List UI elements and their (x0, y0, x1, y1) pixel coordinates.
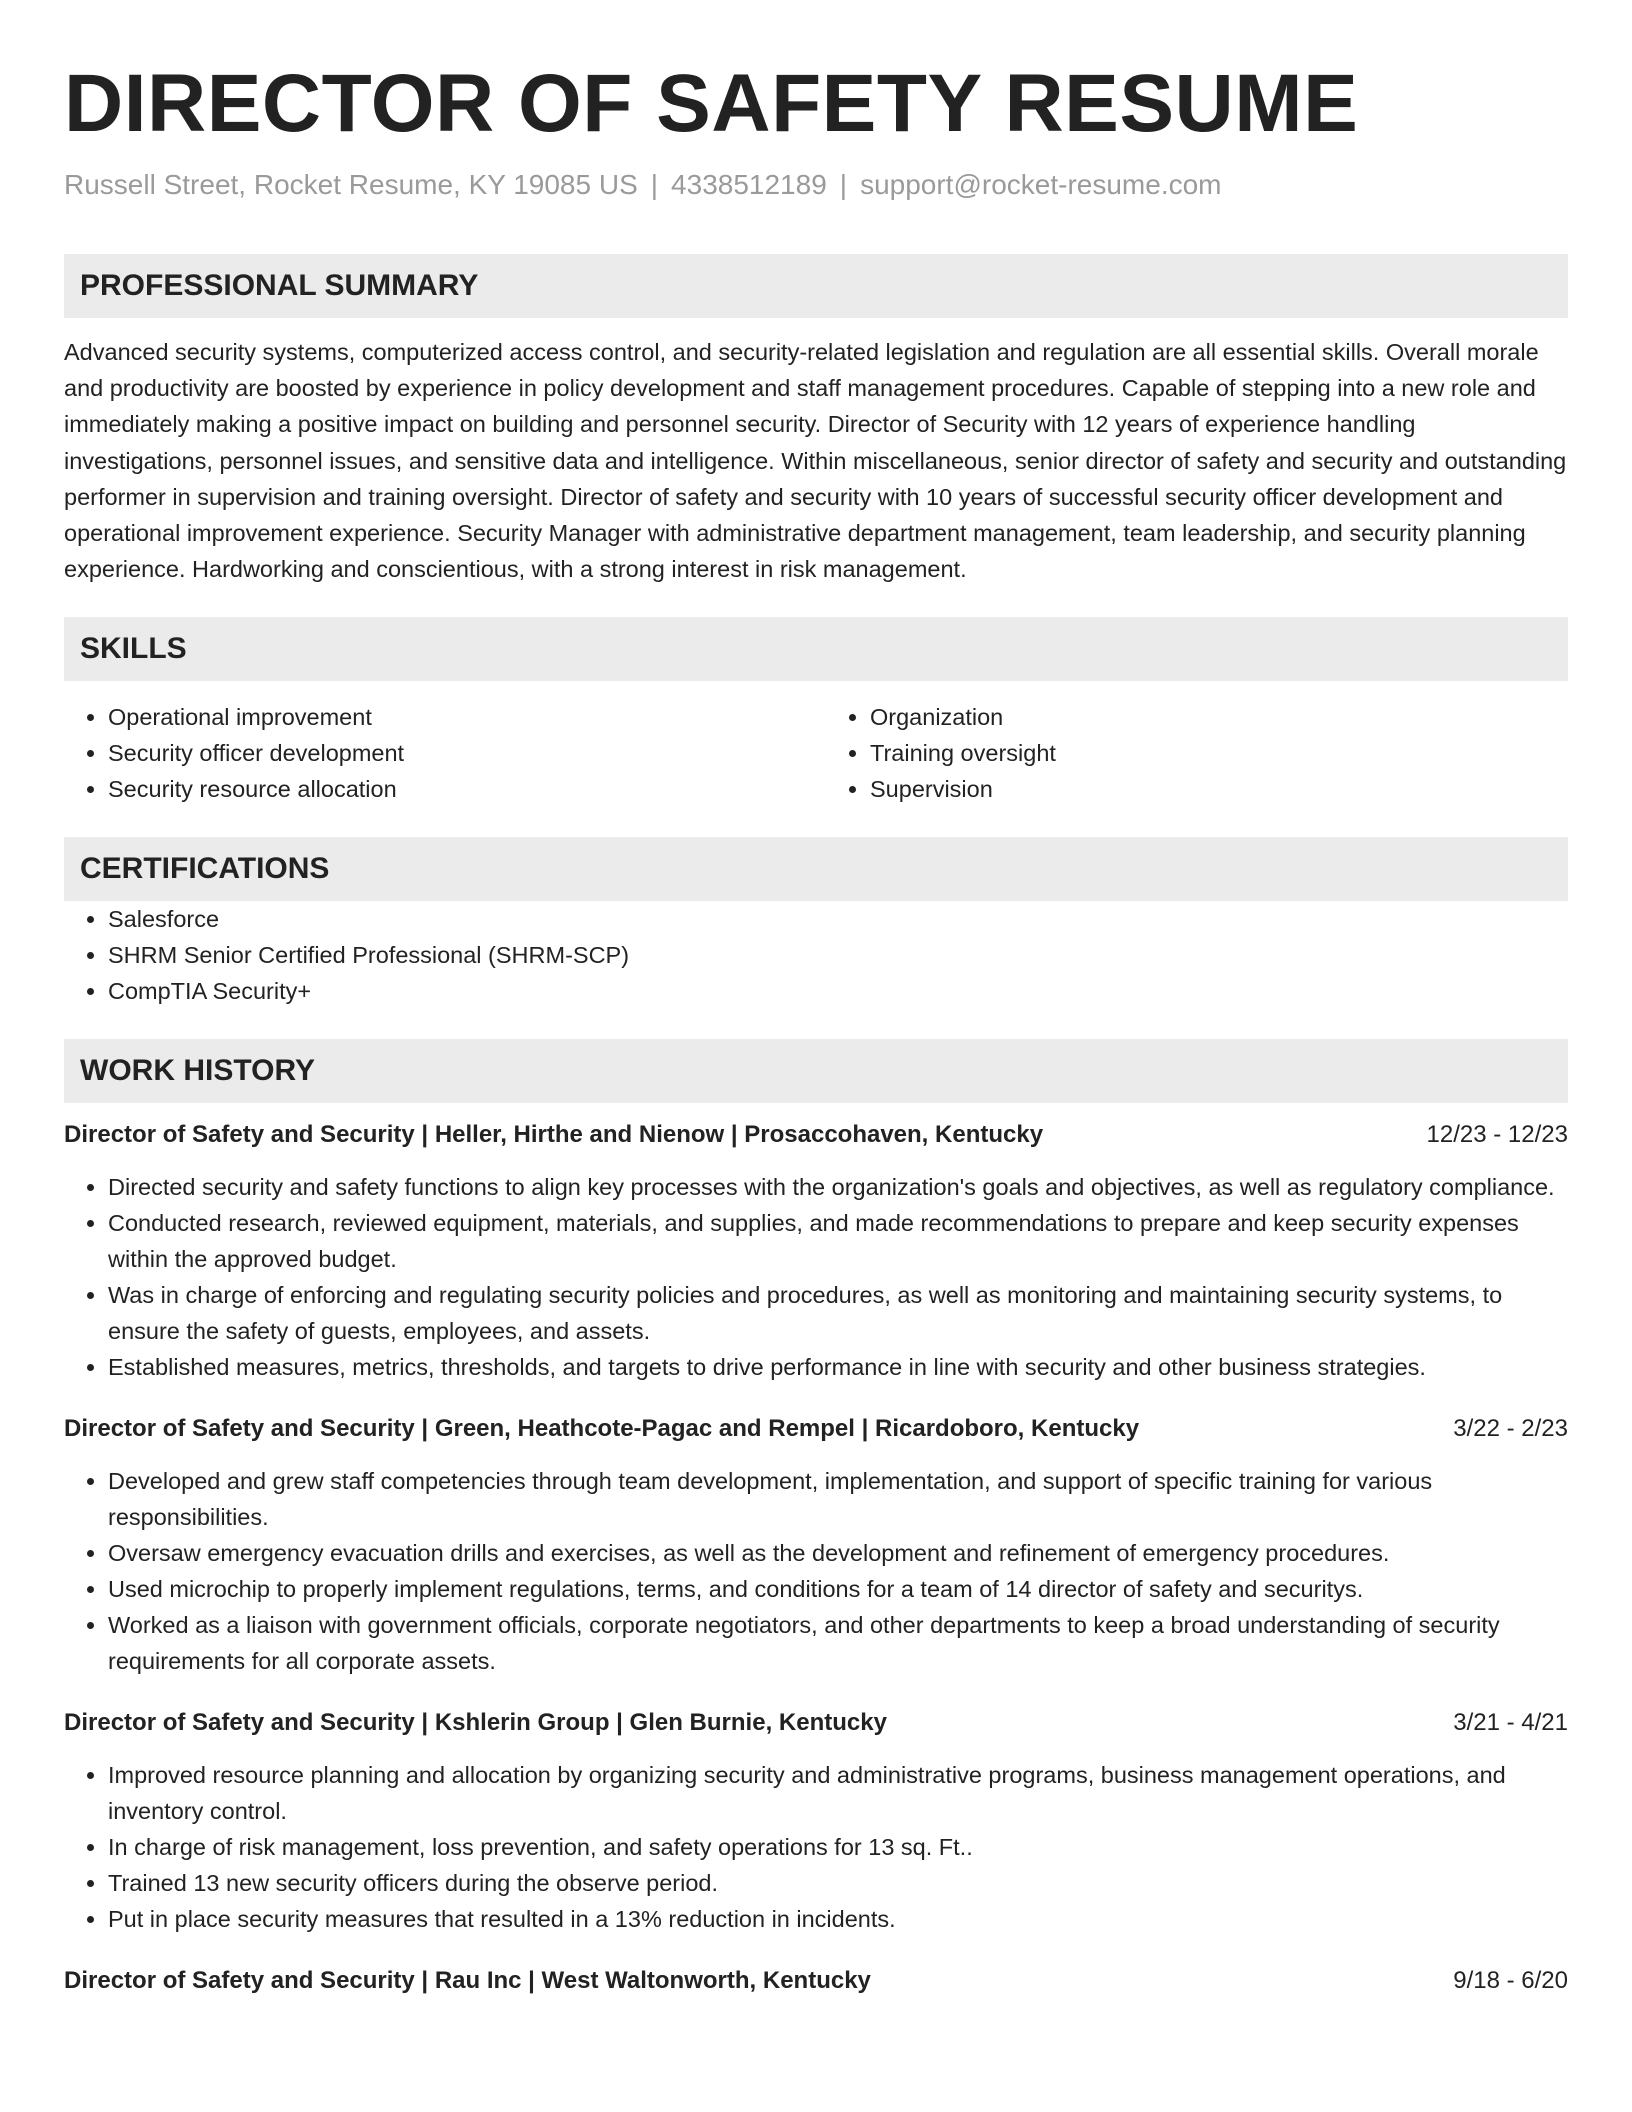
job-header (64, 1411, 1568, 1447)
resume-page (64, 0, 1568, 1999)
job-entry (64, 1705, 1568, 1937)
resume-title: DIRECTOR OF SAFETY RESUME (64, 58, 1359, 149)
certifications-list (64, 901, 1568, 1009)
job-header (64, 1963, 1568, 1999)
job-bullet: • Put in place security measures that resulted in a 13% reduction in incidents. (108, 1901, 1568, 1937)
job-bullet: • Established measures, metrics, thresholds, and targets to drive performance in line with security and other business strategies. (108, 1349, 1568, 1385)
job-dates: 3/21 - 4/21 (1453, 1709, 1568, 1737)
contact-address: Russell Street, Rocket Resume, KY 19085 US (64, 169, 638, 200)
job-bullet: • Was in charge of enforcing and regulating security policies and procedures, as well as monitoring and maintaining security systems, to ensure the safety of guests, employees, and assets. (108, 1277, 1568, 1349)
contact-line (64, 168, 1568, 202)
skills-list (64, 699, 1568, 807)
section-heading-summary: PROFESSIONAL SUMMARY (64, 254, 1568, 318)
job-bullets (64, 1757, 1568, 1937)
section-heading-work-history: WORK HISTORY (64, 1039, 1568, 1103)
job-dates: 9/18 - 6/20 (1453, 1967, 1568, 1995)
job-entry (64, 1411, 1568, 1679)
contact-separator: | (650, 169, 659, 200)
job-bullet: • Developed and grew staff competencies through team development, implementation, and support of specific training for various responsibilities. (108, 1463, 1568, 1535)
section-heading-skills: SKILLS (64, 617, 1568, 681)
job-bullet: • Conducted research, reviewed equipment, materials, and supplies, and made recommendations to prepare and keep security expenses within the approved budget. (108, 1205, 1568, 1277)
contact-separator: | (839, 169, 848, 200)
job-bullets (64, 1463, 1568, 1679)
contact-phone: 4338512189 (671, 169, 827, 200)
skill-item: • Security officer development (108, 735, 806, 771)
job-bullet: • Improved resource planning and allocation by organizing security and administrative programs, business management operations, and inventory control. (108, 1757, 1568, 1829)
skill-item: • Supervision (870, 771, 1568, 807)
contact-email: support@rocket-resume.com (860, 169, 1222, 200)
job-bullet: • In charge of risk management, loss prevention, and safety operations for 13 sq. Ft.. (108, 1829, 1568, 1865)
job-bullet: • Oversaw emergency evacuation drills and exercises, as well as the development and refinement of emergency procedures. (108, 1535, 1568, 1571)
job-header (64, 1705, 1568, 1741)
certification-item: • CompTIA Security+ (108, 973, 1568, 1009)
skills-column-left (64, 699, 806, 807)
skill-item: • Organization (870, 699, 1568, 735)
job-dates: 3/22 - 2/23 (1453, 1415, 1568, 1443)
job-entry (64, 1963, 1568, 1999)
job-bullet: • Directed security and safety functions to align key processes with the organization's goals and objectives, as well as regulatory compliance. (108, 1169, 1568, 1205)
job-header (64, 1117, 1568, 1153)
job-bullet: • Worked as a liaison with government officials, corporate negotiators, and other departments to keep a broad understanding of security requirements for all corporate assets. (108, 1607, 1568, 1679)
skills-column-right (826, 699, 1568, 807)
section-heading-certifications: CERTIFICATIONS (64, 837, 1568, 901)
job-bullet: • Used microchip to properly implement regulations, terms, and conditions for a team of 14 director of safety and securitys. (108, 1571, 1568, 1607)
job-title: Director of Safety and Security | Green, Heathcote-Pagac and Rempel | Ricardoboro, Kentucky (64, 1415, 1140, 1443)
job-title: Director of Safety and Security | Rau Inc | West Waltonworth, Kentucky (64, 1967, 871, 1995)
certification-item: • SHRM Senior Certified Professional (SHRM-SCP) (108, 937, 1568, 973)
skill-item: • Operational improvement (108, 699, 806, 735)
job-entry (64, 1117, 1568, 1385)
summary-text: Advanced security systems, computerized access control, and security-related legislation and regulation are all essential skills. Overall morale and productivity are boosted by experience in policy development and staff management procedures. Capable of stepping into a new role and immediately making a positive impact on building and personnel security. Director of Security with 12 years of experience handling investigations, personnel issues, and sensitive data and intelligence. Within miscellaneous, senior director of safety and security and outstanding performer in supervision and training oversight. Director of safety and security with 10 years of successful security officer development and operational improvement experience. Security Manager with administrative department management, team leadership, and security planning experience. Hardworking and conscientious, with a strong interest in risk management. (64, 339, 1567, 583)
job-bullet: • Trained 13 new security officers during the observe period. (108, 1865, 1568, 1901)
skill-item: • Security resource allocation (108, 771, 806, 807)
job-title: Director of Safety and Security | Kshlerin Group | Glen Burnie, Kentucky (64, 1709, 887, 1737)
job-title: Director of Safety and Security | Heller, Hirthe and Nienow | Prosaccohaven, Kentucky (64, 1121, 1044, 1149)
job-bullets (64, 1169, 1568, 1385)
certification-item: • Salesforce (108, 901, 1568, 937)
job-dates: 12/23 - 12/23 (1426, 1121, 1568, 1149)
skill-item: • Training oversight (870, 735, 1568, 771)
